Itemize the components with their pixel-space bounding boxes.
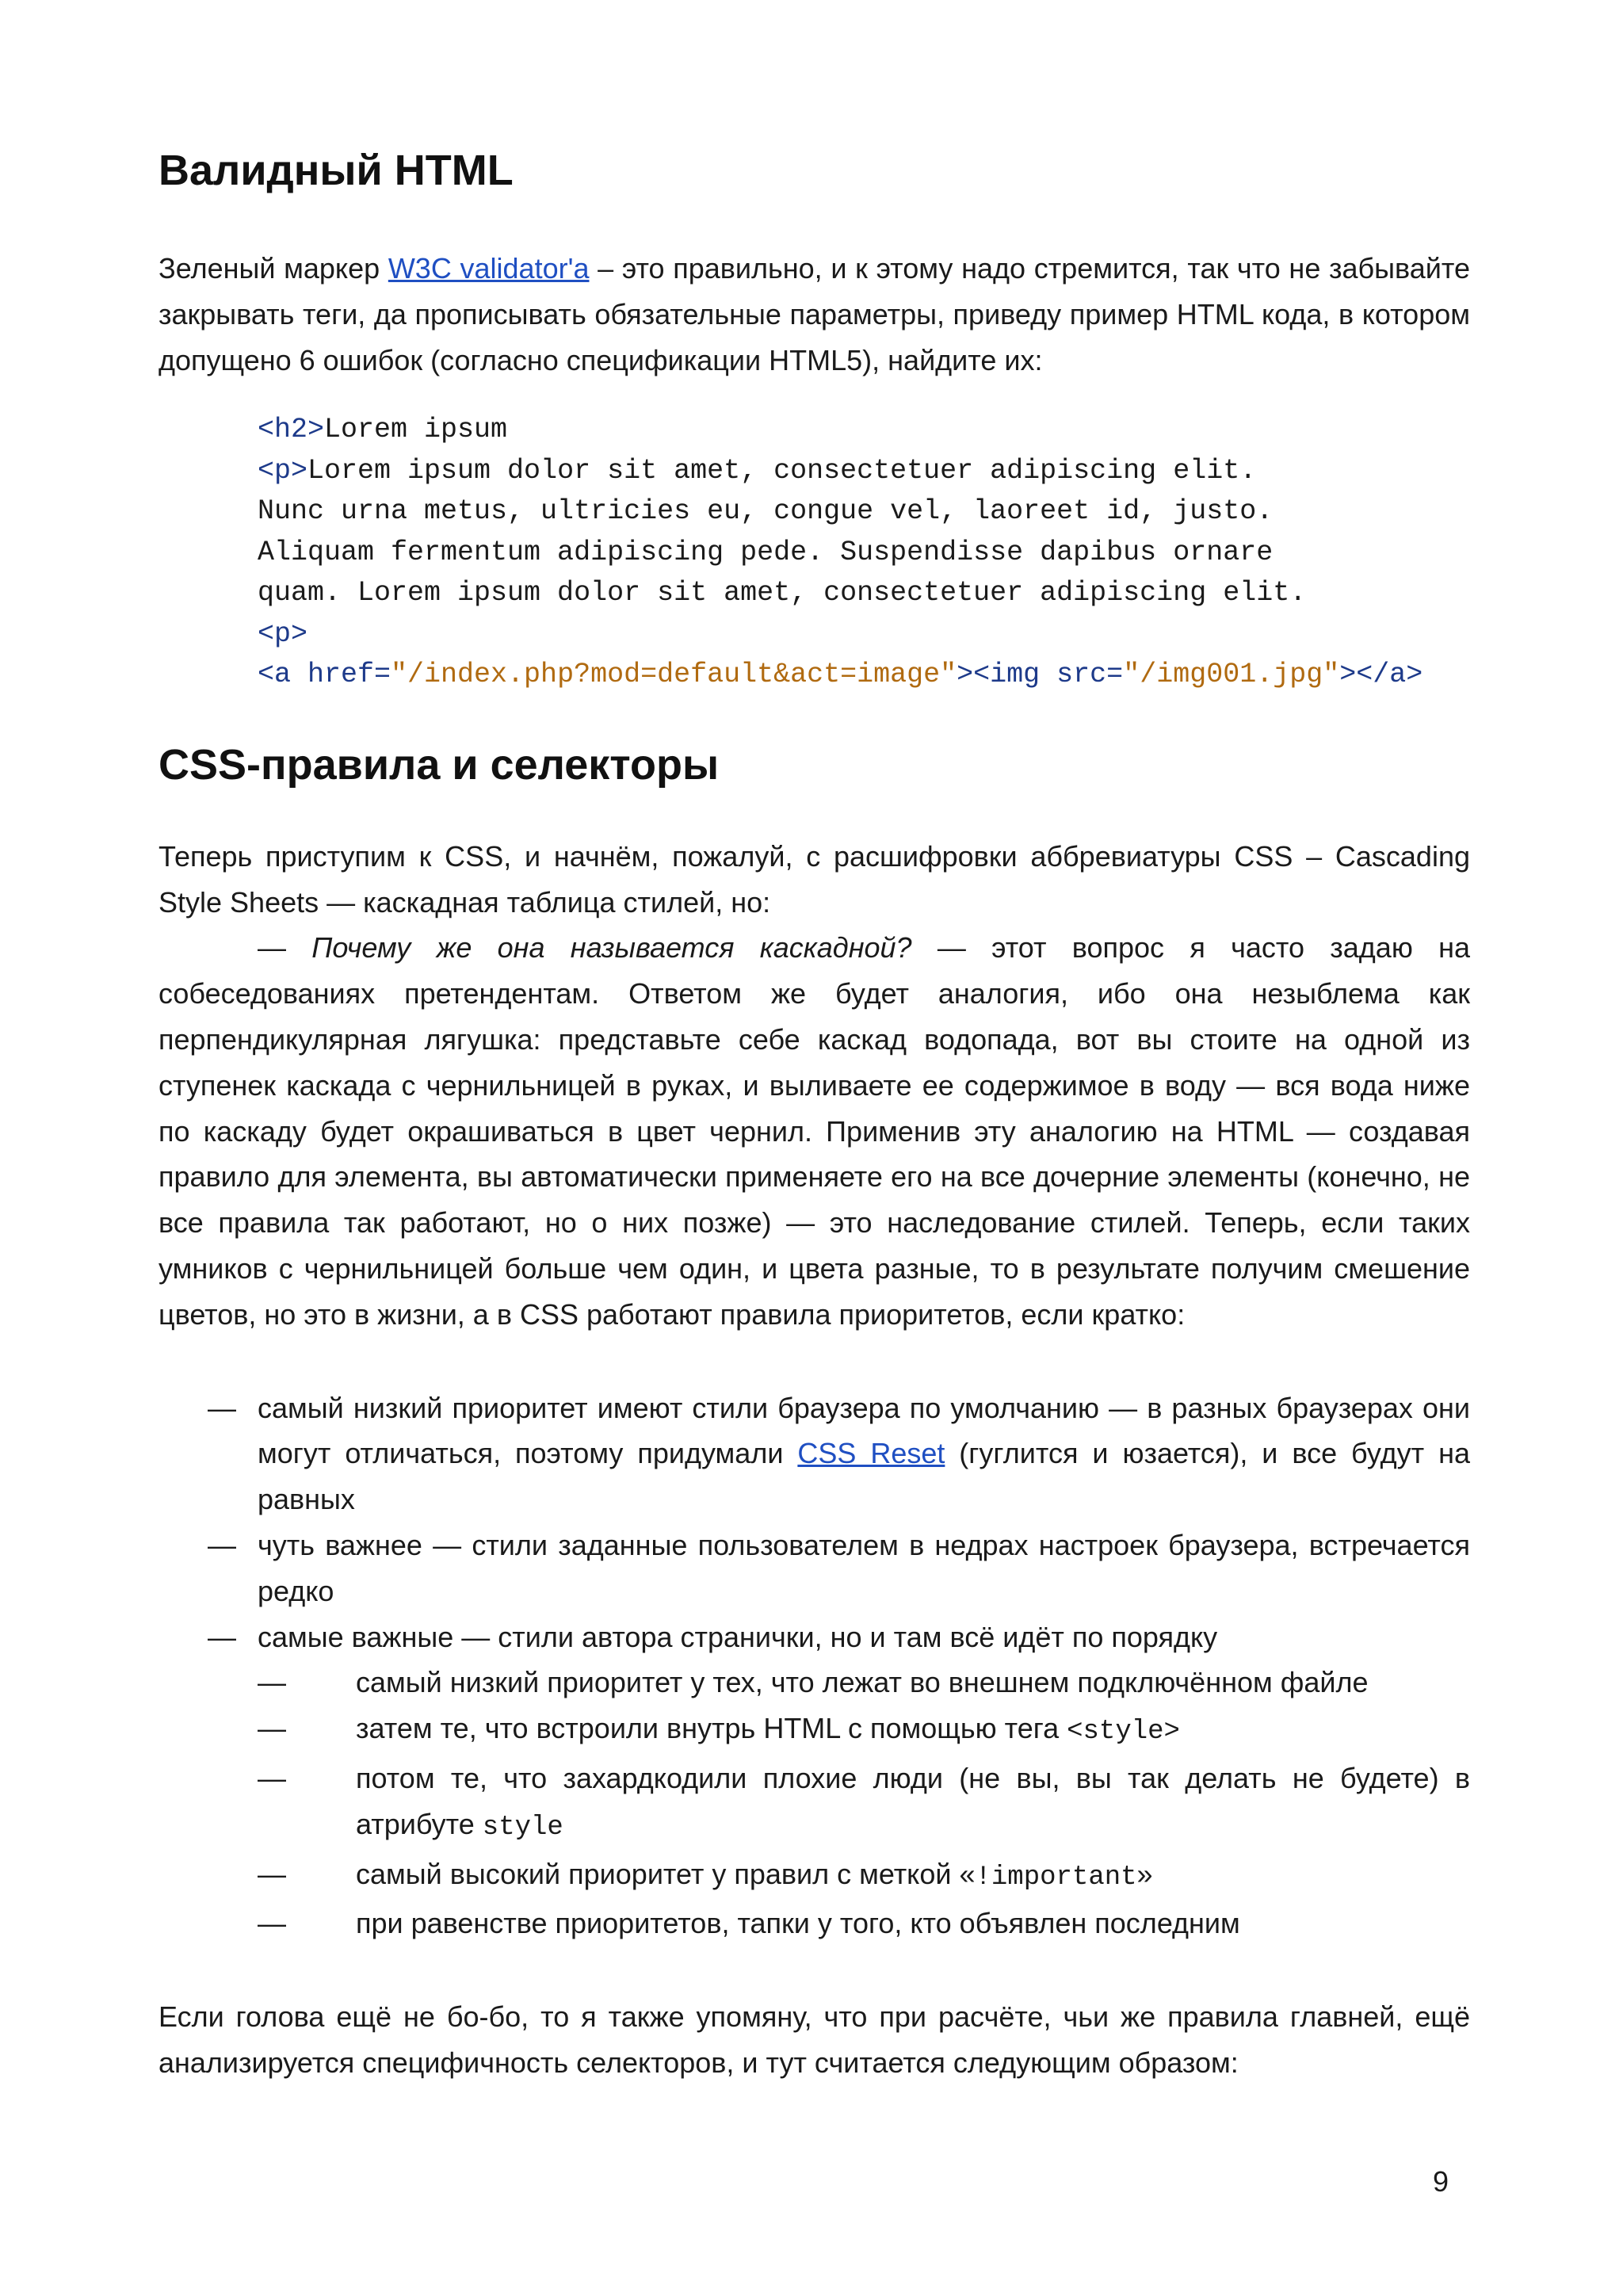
list-item: — чуть важнее — стили заданные пользователем в недрах настроек браузера, встречается редко bbox=[158, 1522, 1470, 1614]
intro-text-start: Зеленый маркер bbox=[158, 252, 388, 285]
sublist-item bbox=[258, 1706, 1470, 1755]
section-heading-valid-html: Валидный HTML bbox=[158, 147, 514, 194]
html-code-example bbox=[258, 410, 1470, 696]
author-styles-sublist bbox=[258, 1660, 1470, 1946]
code-tag: ></a> bbox=[1339, 659, 1423, 691]
cascade-answer: — этот вопрос я часто задаю на собеседованиях претендентам. Ответом же будет аналогия, ибо она незыблема как перпендикулярная лягушка: представьте себе каскад водопада, вот вы стоите на одной из ступенек каскада с чернильницей в руках, и выливаете ее содержимое в воду — вся вода ниже по каскаду будет окрашиваться в цвет чернил. Применив эту аналогию на HTML — создавая правило для элемента, вы автоматически применяете его на все дочерние элементы (конечно, не все правила так работают, но о них позже) — это наследование стилей. Теперь, если таких умников с чернильницей больше чем один, и цвета разные, то в результате получим смешение цветов, но это в жизни, а в CSS работают правила приоритетов, если кратко: bbox=[158, 931, 1470, 1331]
inline-code: <style> bbox=[1067, 1717, 1180, 1748]
list-item bbox=[158, 1385, 1470, 1522]
code-tag: <p> bbox=[258, 454, 308, 487]
specificity-paragraph: Если голова ещё не бо-бо, то я также упомяну, что при расчёте, чьи же правила главней, ещё анализируется специфичность селекторов, и тут считается следующим образом: bbox=[158, 2000, 1470, 2080]
sublist-item-text: » bbox=[1136, 1857, 1153, 1890]
sublist-item-text: затем те, что встроили внутрь HTML с помощью тега bbox=[356, 1712, 1067, 1745]
sublist-item bbox=[258, 1851, 1470, 1901]
dash: — bbox=[258, 931, 312, 965]
valid-html-intro bbox=[158, 246, 1470, 383]
sublist-item: — при равенстве приоритетов, тапки у того, кто объявлен последним bbox=[258, 1901, 1470, 1946]
cascade-question: Почему же она называется каскадной? bbox=[311, 931, 912, 965]
code-tag: <p> bbox=[258, 617, 308, 650]
code-tag: ><img src= bbox=[957, 659, 1124, 691]
list-item-text: (гуглится и юзается), и все будут на равных bbox=[258, 1437, 1470, 1516]
code-tag: <a href= bbox=[258, 659, 391, 691]
document-page bbox=[158, 119, 1470, 2086]
list-item-text: самые важные — стили автора странички, но и там всё идёт по порядку bbox=[258, 1620, 1218, 1653]
sublist-item-text: самый высокий приоритет у правил с меткой « bbox=[356, 1857, 976, 1890]
intro-text-end: – это правильно, и к этому надо стремится, так что не забывайте закрывать теги, да прописывать обязательные параметры, приведу пример HTML кода, в котором допущено 6 ошибок (согласно спецификации HTML5), найдите их: bbox=[158, 252, 1470, 376]
priority-list bbox=[158, 1385, 1470, 1947]
code-text: Lorem ipsum dolor sit amet, consectetuer adipiscing elit. bbox=[307, 454, 1257, 487]
code-text: Aliquam fermentum adipiscing pede. Suspendisse dapibus ornare bbox=[258, 536, 1274, 568]
list-item-text: самый низкий приоритет имеют стили браузера по умолчанию — в разных браузерах они могут отличаться, поэтому придумали bbox=[258, 1391, 1470, 1470]
css-intro-paragraph: Теперь приступим к CSS, и начнём, пожалуй, с расшифровки аббревиатуры CSS – Cascading Style Sheets — каскадная таблица стилей, но: bbox=[158, 839, 1470, 919]
sublist-item-text: потом те, что захардкодили плохие люди (не вы, вы так делать не будете) в атрибуте bbox=[356, 1762, 1470, 1840]
code-tag: <h2> bbox=[258, 414, 325, 446]
sublist-item bbox=[258, 1755, 1470, 1851]
w3c-validator-link[interactable]: W3C validator'a bbox=[388, 252, 590, 285]
code-string: "/index.php?mod=default&act=image" bbox=[391, 659, 957, 691]
section-heading-css-rules: CSS-правила и селекторы bbox=[158, 740, 720, 789]
inline-code: !important bbox=[975, 1862, 1137, 1893]
cascade-explanation-paragraph bbox=[158, 925, 1470, 1337]
page-number: 9 bbox=[1433, 2165, 1449, 2198]
code-text: Nunc urna metus, ultricies eu, congue vel, laoreet id, justo. bbox=[258, 495, 1274, 528]
sublist-item: — самый низкий приоритет у тех, что лежат во внешнем подключённом файле bbox=[258, 1660, 1470, 1706]
css-reset-link[interactable]: CSS Reset bbox=[797, 1437, 945, 1470]
code-string: "/img001.jpg" bbox=[1123, 659, 1340, 691]
code-text: quam. Lorem ipsum dolor sit amet, consectetuer adipiscing elit. bbox=[258, 577, 1307, 609]
list-item bbox=[158, 1614, 1470, 1947]
inline-code: style bbox=[482, 1812, 563, 1843]
code-text: Lorem ipsum bbox=[324, 414, 508, 446]
